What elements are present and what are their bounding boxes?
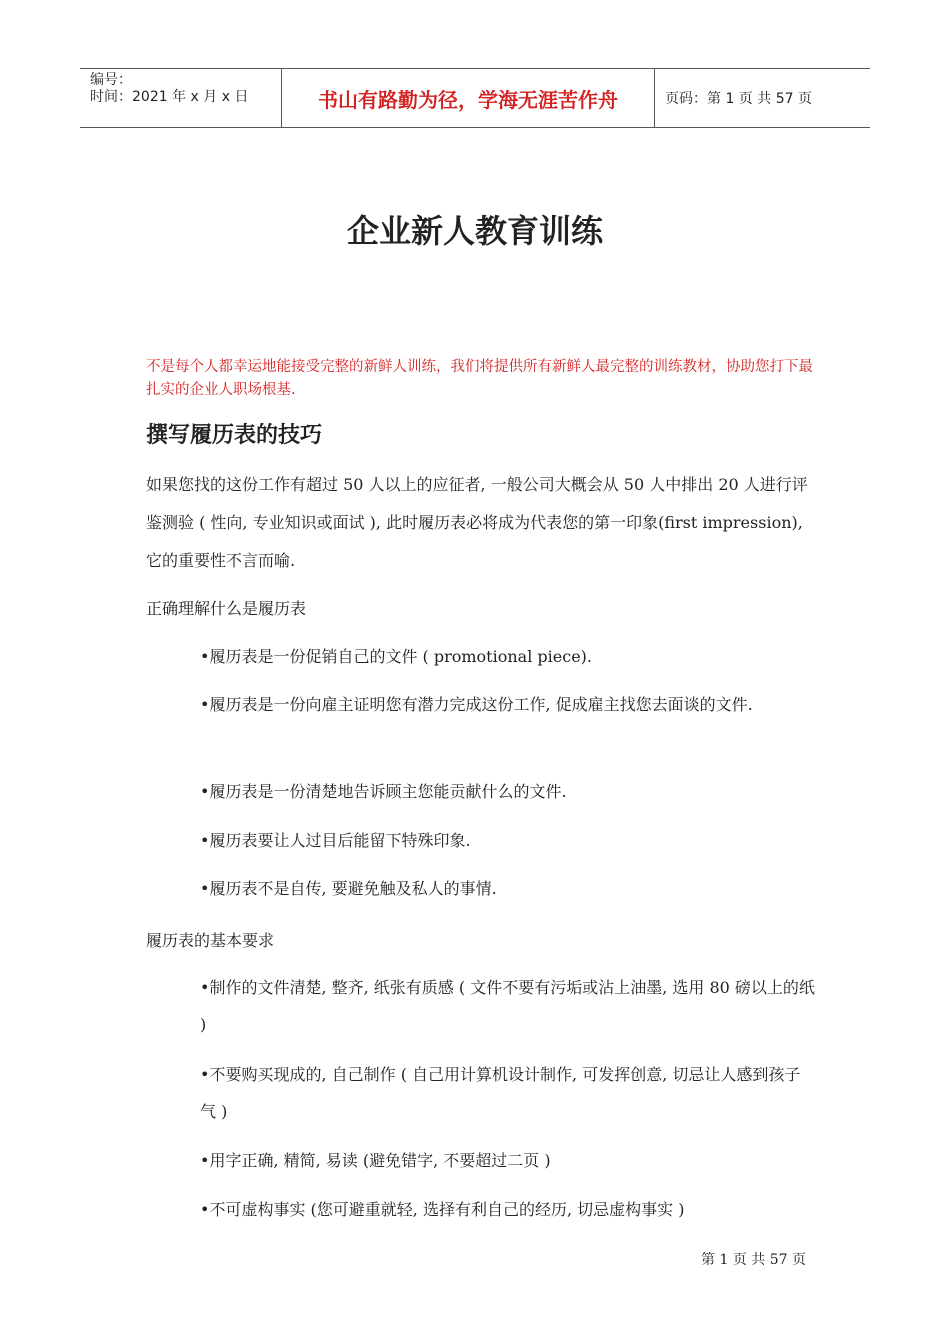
- document-number-label: 编号：: [90, 72, 132, 88]
- bullet-item: •履历表是一份向雇主证明您有潜力完成这份工作, 促成雇主找您去面谈的文件.: [200, 695, 753, 714]
- bullet-item: •用字正确, 精简, 易读 (避免错字, 不要超过二页 ): [200, 1151, 551, 1170]
- bullet-item: •履历表不是自传, 要避免触及私人的事情.: [200, 879, 497, 898]
- header-meta: [80, 69, 281, 127]
- subsection-label: 履历表的基本要求: [146, 931, 275, 950]
- bullet-item: •制作的文件清楚, 整齐, 纸张有质感 ( 文件不要有污垢或沾上油墨, 选用 80 磅以上的纸 ): [200, 978, 815, 1034]
- bullet-item: •履历表是一份清楚地告诉顾主您能贡献什么的文件.: [200, 782, 567, 801]
- subsection-label: 正确理解什么是履历表: [146, 599, 307, 618]
- intro-text: 不是每个人都幸运地能接受完整的新鲜人训练，我们将提供所有新鲜人最完整的训练教材，协助您打下最扎实的企业人职场根基.: [146, 359, 813, 398]
- section-heading: 撰写履历表的技巧: [146, 423, 323, 448]
- document-date-label: 时间：2021 年 x 月 x 日: [90, 89, 249, 105]
- bullet-item: •履历表是一份促销自己的文件 ( promotional piece).: [200, 647, 592, 666]
- page-header: [80, 68, 870, 128]
- document-title: 企业新人教育训练: [346, 212, 603, 250]
- header-page-info: 页码：第 1 页 共 57 页: [665, 91, 812, 107]
- bullet-item: •不可虚构事实 (您可避重就轻, 选择有利自己的经历, 切忌虚构事实 ): [200, 1200, 685, 1219]
- bullet-item: •不要购买现成的, 自己制作 ( 自己用计算机设计制作, 可发挥创意, 切忌让人感到孩子气 ): [200, 1065, 801, 1121]
- header-motto: 书山有路勤为径，学海无涯苦作舟: [281, 69, 655, 127]
- bullet-item: •履历表要让人过目后能留下特殊印象.: [200, 831, 471, 850]
- page-footer: 第 1 页 共 57 页: [701, 1252, 806, 1268]
- body-paragraph: 如果您找的这份工作有超过 50 人以上的应征者, 一般公司大概会从 50 人中排出 20 人进行评鉴测验 ( 性向, 专业知识或面试 ), 此时履历表必将成为代表您的第一印象(first impression), 它的重要性不言而喻.: [146, 475, 808, 570]
